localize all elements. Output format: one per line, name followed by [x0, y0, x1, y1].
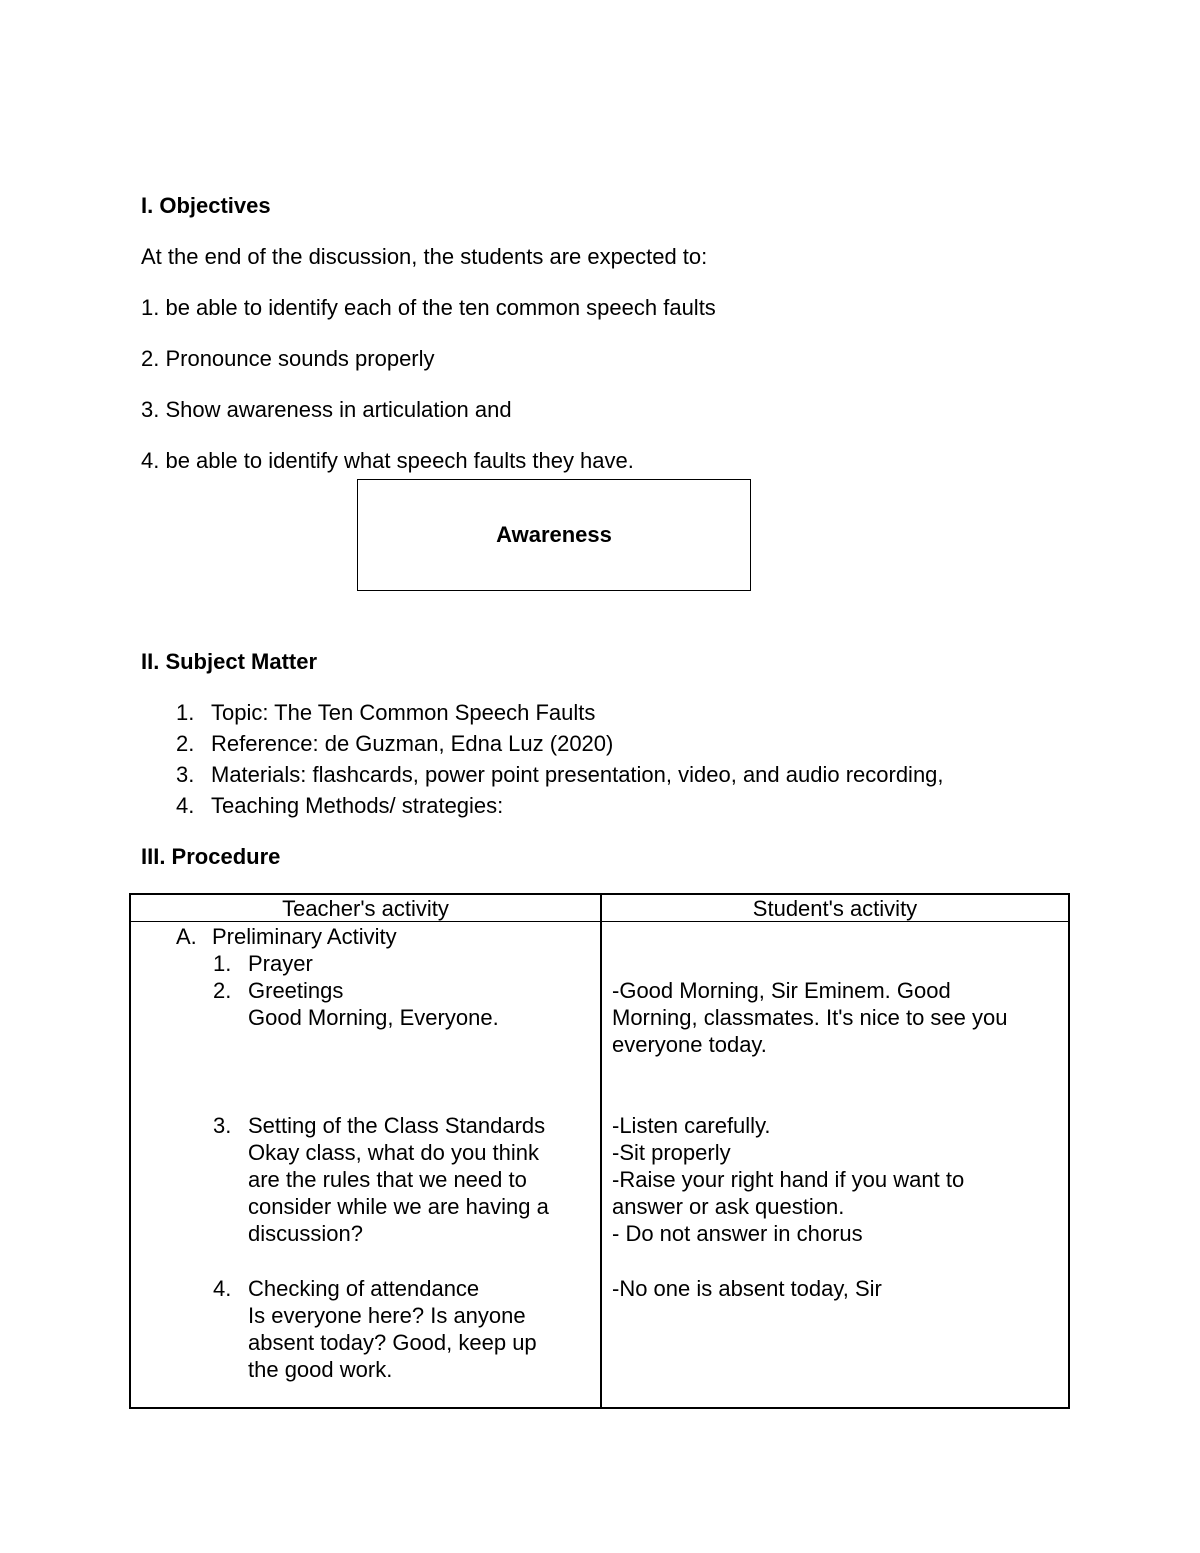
step-title: Checking of attendance — [248, 1276, 480, 1301]
student-column-header: Student's activity — [752, 896, 918, 921]
item-number: 3. — [176, 762, 195, 787]
response-line: -No one is absent today, Sir — [612, 1276, 882, 1301]
subject-matter-heading: II. Subject Matter — [141, 649, 318, 674]
step-line: Okay class, what do you think — [248, 1140, 540, 1165]
step-title: Setting of the Class Standards — [248, 1113, 546, 1138]
subject-matter-item — [176, 762, 944, 788]
objective-item: 2. Pronounce sounds properly — [141, 346, 435, 371]
subject-matter-item — [176, 700, 595, 726]
objectives-intro: At the end of the discussion, the students are expected to: — [141, 244, 708, 269]
student-response-greetings — [612, 977, 1007, 1058]
student-response-attendance — [612, 1275, 882, 1302]
step-number: 3. — [213, 1113, 232, 1138]
subject-matter-item — [176, 731, 613, 757]
item-number: 2. — [176, 731, 195, 756]
awareness-box — [357, 479, 751, 591]
step-number: 2. — [213, 978, 232, 1003]
student-response-standards — [612, 1112, 964, 1247]
section-title: Preliminary Activity — [212, 924, 397, 949]
step-title: Greetings — [248, 978, 344, 1003]
step-line: absent today? Good, keep up — [248, 1330, 537, 1355]
objective-item: 3. Show awareness in articulation and — [141, 397, 512, 422]
step-line: are the rules that we need to — [248, 1167, 527, 1192]
teacher-step-prayer — [213, 950, 313, 977]
objective-item: 4. be able to identify what speech faults they have. — [141, 448, 634, 473]
section-letter: A. — [176, 924, 197, 949]
response-line: -Sit properly — [612, 1140, 731, 1165]
teacher-step-greetings — [213, 977, 499, 1031]
step-line: consider while we are having a — [248, 1194, 549, 1219]
step-number: 4. — [213, 1276, 232, 1301]
step-line: Good Morning, Everyone. — [248, 1005, 499, 1030]
item-text: Teaching Methods/ strategies: — [211, 793, 504, 818]
response-line: answer or ask question. — [612, 1194, 845, 1219]
item-text: Reference: de Guzman, Edna Luz (2020) — [211, 731, 614, 756]
step-title: Prayer — [248, 951, 313, 976]
teacher-column-header: Teacher's activity — [282, 896, 449, 921]
response-line: -Good Morning, Sir Eminem. Good — [612, 978, 951, 1003]
step-line: discussion? — [248, 1221, 363, 1246]
response-line: -Raise your right hand if you want to — [612, 1167, 965, 1192]
procedure-table — [129, 893, 1070, 1409]
response-line: Morning, classmates. It's nice to see you — [612, 1005, 1008, 1030]
teacher-step-standards — [213, 1112, 549, 1247]
objectives-heading: I. Objectives — [141, 193, 271, 218]
column-divider — [600, 895, 602, 1407]
response-line: everyone today. — [612, 1032, 767, 1057]
item-text: Topic: The Ten Common Speech Faults — [211, 700, 596, 725]
response-line: -Listen carefully. — [612, 1113, 771, 1138]
item-number: 1. — [176, 700, 195, 725]
procedure-heading: III. Procedure — [141, 844, 281, 869]
response-line: - Do not answer in chorus — [612, 1221, 863, 1246]
step-line: the good work. — [248, 1357, 393, 1382]
step-number: 1. — [213, 951, 232, 976]
objective-item: 1. be able to identify each of the ten common speech faults — [141, 295, 716, 320]
item-text: Materials: flashcards, power point presentation, video, and audio recording, — [211, 762, 944, 787]
awareness-label: Awareness — [496, 522, 612, 547]
teacher-step-attendance — [213, 1275, 537, 1383]
item-number: 4. — [176, 793, 195, 818]
subject-matter-item — [176, 793, 503, 819]
section-a — [176, 923, 397, 950]
step-line: Is everyone here? Is anyone — [248, 1303, 526, 1328]
